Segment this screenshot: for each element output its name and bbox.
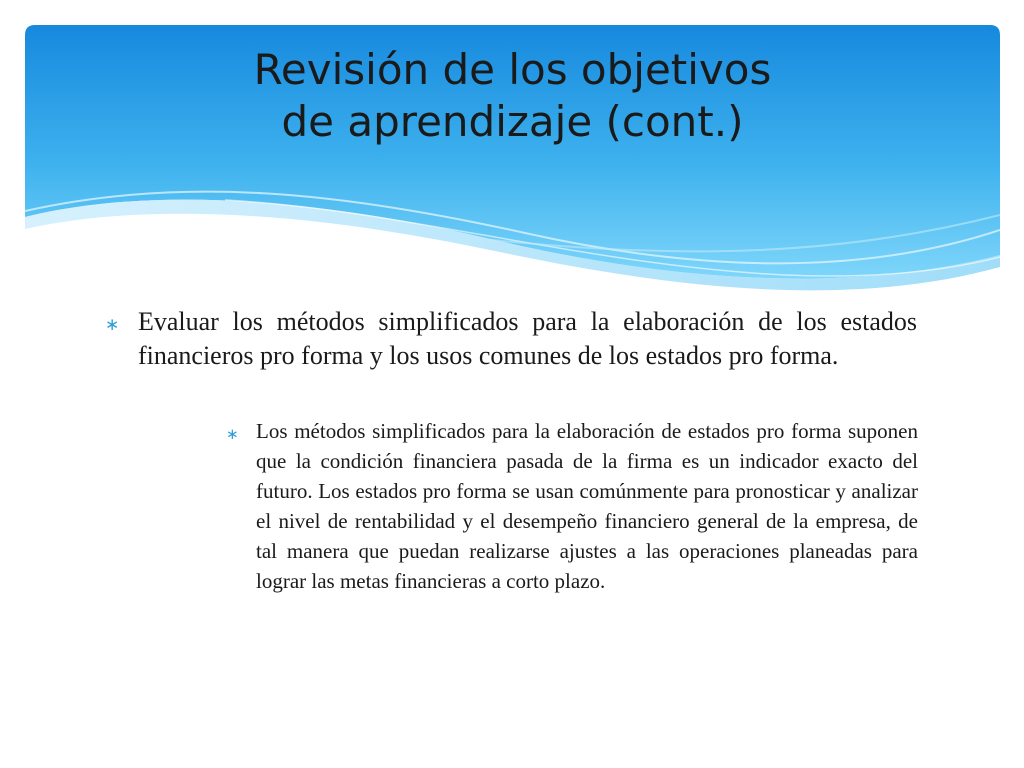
page-title <box>25 44 1000 148</box>
bullet-text: Evaluar los métodos simplificados para la elaboración de los estados financieros pro forma y los usos comunes de los estados pro forma. <box>138 307 917 370</box>
title-line-2: de aprendizaje (cont.) <box>281 97 744 146</box>
bullet-item <box>105 305 917 373</box>
asterisk-bullet-icon: ∗ <box>226 425 239 443</box>
asterisk-bullet-icon: ∗ <box>105 315 120 335</box>
sub-bullet-item <box>226 416 918 596</box>
sub-bullet-text: Los métodos simplificados para la elaboración de estados pro forma suponen que la condición financiera pasada de la firma es un indicador exacto del futuro. Los estados pro forma se usan comúnmente para pronosticar y analizar el nivel de rentabilidad y el desempeño financiero general de la empresa, de tal manera que puedan realizarse ajustes a las operaciones planeadas para lograr las metas financieras a corto plazo. <box>256 419 918 593</box>
title-line-1: Revisión de los objetivos <box>253 45 772 94</box>
